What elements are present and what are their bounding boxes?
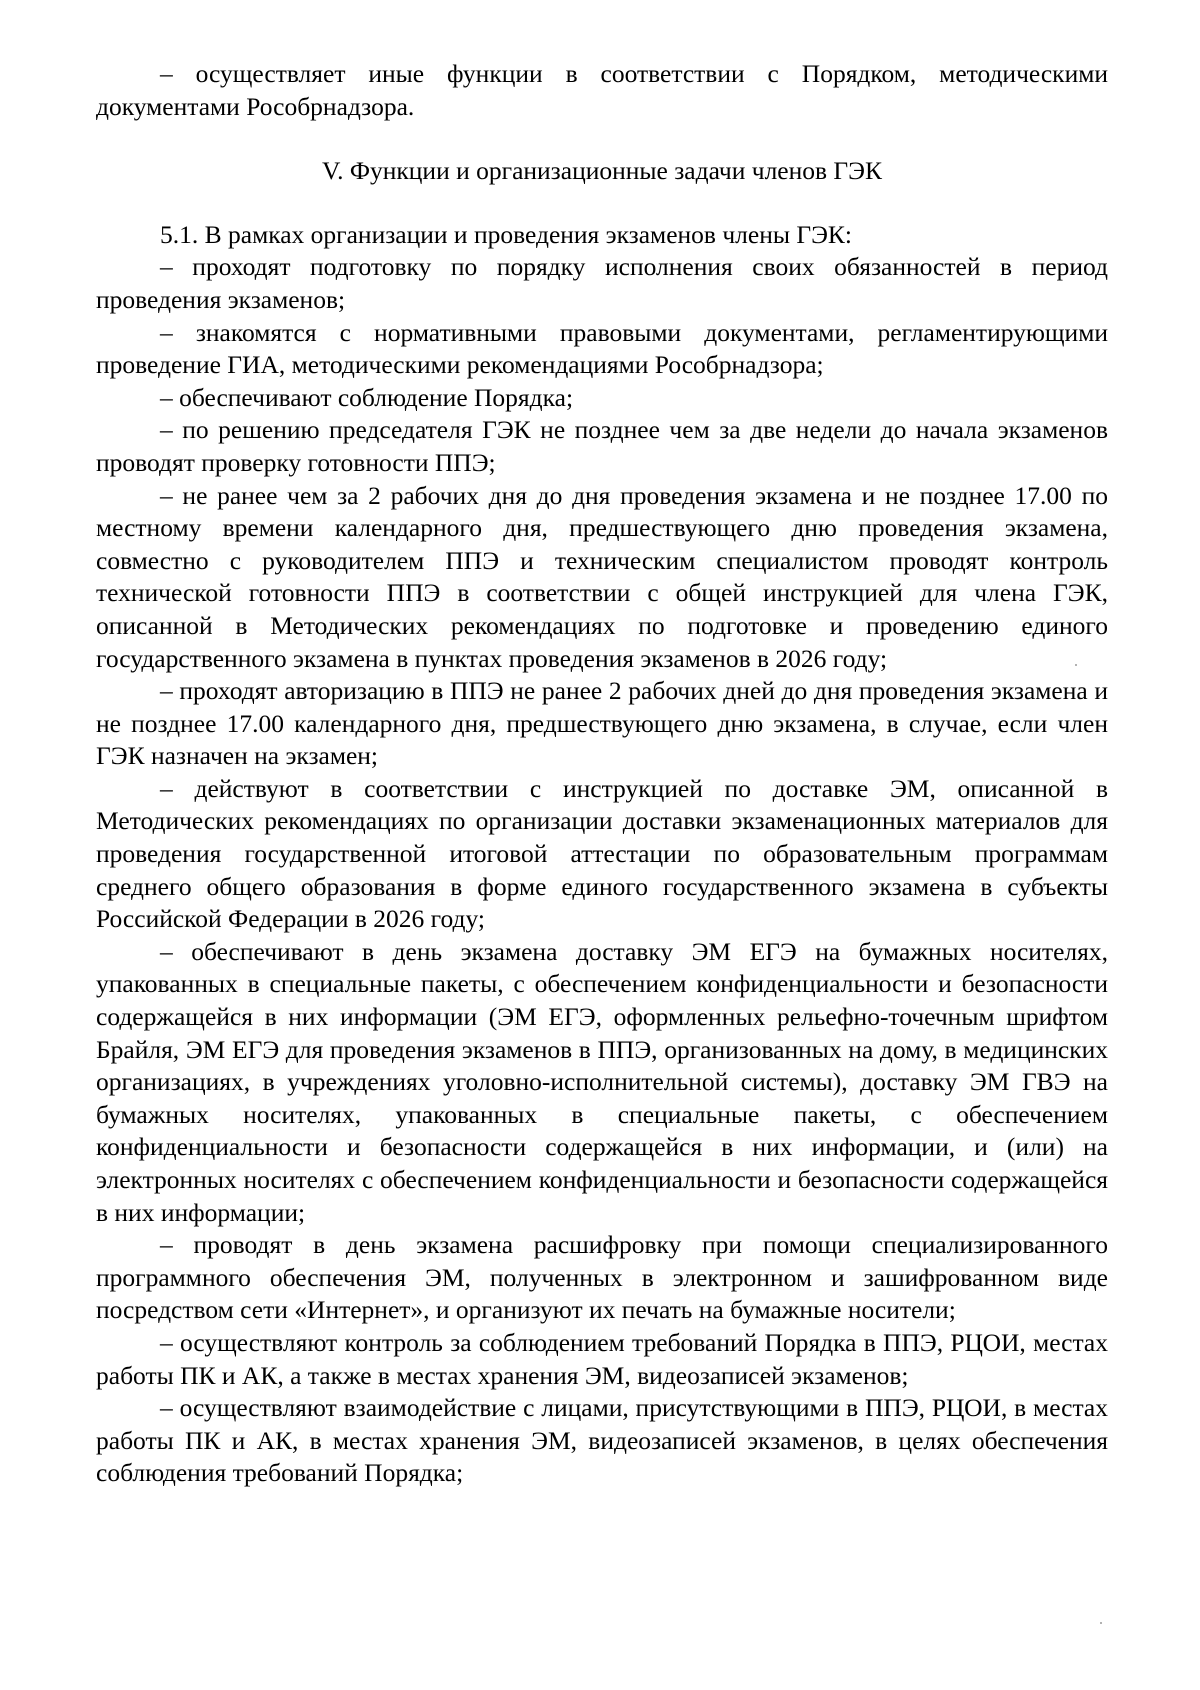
list-item: – не ранее чем за 2 рабочих дня до дня проведения экзамена и не позднее 17.00 по местному времени календарного дня, предшествующего дню проведения экзамена, совместно с руководителем ППЭ и техническим специалистом проводят контроль технической готовности ППЭ в соответствии с общей инструкцией для члена ГЭК, описанной в Методических рекомендациях по подготовке и проведению единого государственного экзамена в пунктах проведения экзаменов в 2026 году; (96, 480, 1108, 673)
scan-speck (1075, 664, 1077, 666)
list-item: – проводят в день экзамена расшифровку при помощи специализированного программного обеспечения ЭМ, полученных в электронном и зашифрованном виде посредством сети «Интернет», и организуют их печать на бумажные носители; (96, 1230, 1108, 1325)
document-body (96, 58, 1108, 1490)
list-item: – осуществляют контроль за соблюдением требований Порядка в ППЭ, РЦОИ, местах работы ПК и АК, а также в местах хранения ЭМ, видеозаписей экзаменов; (96, 1327, 1108, 1390)
list-item: – знакомятся с нормативными правовыми документами, регламентирующими проведение ГИА, методическими рекомендациями Рособрнадзора; (96, 317, 1108, 380)
list-item: – по решению председателя ГЭК не позднее чем за две недели до начала экзаменов проводят проверку готовности ППЭ; (96, 415, 1108, 477)
list-item: – действуют в соответствии с инструкцией по доставке ЭМ, описанной в Методических рекомендациях по организации доставки экзаменационных материалов для проведения государственной итоговой аттестации по образовательным программам среднего общего образования в форме единого государственного экзамена в субъекты Российской Федерации в 2026 году; (96, 773, 1108, 934)
list-item: – обеспечивают соблюдение Порядка; (160, 382, 574, 412)
list-item: – проходят подготовку по порядку исполнения своих обязанностей в период проведения экзаменов; (96, 252, 1108, 314)
list-item: – обеспечивают в день экзамена доставку ЭМ ЕГЭ на бумажных носителях, упакованных в специальные пакеты, с обеспечением конфиденциальности и безопасности содержащейся в них информации (ЭМ ЕГЭ, оформленных рельефно-точечным шрифтом Брайля, ЭМ ЕГЭ для проведения экзаменов в ППЭ, организованных на дому, в медицинских организациях, в учреждениях уголовно-исполнительной системы), доставку ЭМ ГВЭ на бумажных носителях, упакованных в специальные пакеты, с обеспечением конфиденциальности и безопасности содержащейся в них информации, и (или) на электронных носителях с обеспечением конфиденциальности и безопасности содержащейся в них информации; (96, 936, 1108, 1227)
list-item: – осуществляют взаимодействие с лицами, присутствующими в ППЭ, РЦОИ, в местах работы ПК и АК, в местах хранения ЭМ, видеозаписей экзаменов, в целях обеспечения соблюдения требований Порядка; (96, 1393, 1108, 1488)
subsection-intro: 5.1. В рамках организации и проведения экзаменов члены ГЭК: (160, 219, 853, 249)
opening-item: – осуществляет иные функции в соответствии с Порядком, методическими документами Рособрнадзора. (96, 59, 1108, 121)
list-item: – проходят авторизацию в ППЭ не ранее 2 рабочих дней до дня проведения экзамена и не позднее 17.00 календарного дня, предшествующего дню экзамена, в случае, если член ГЭК назначен на экзамен; (96, 676, 1108, 771)
scan-speck (1100, 1622, 1102, 1624)
section-heading: V. Функции и организационные задачи членов ГЭК (321, 156, 883, 186)
